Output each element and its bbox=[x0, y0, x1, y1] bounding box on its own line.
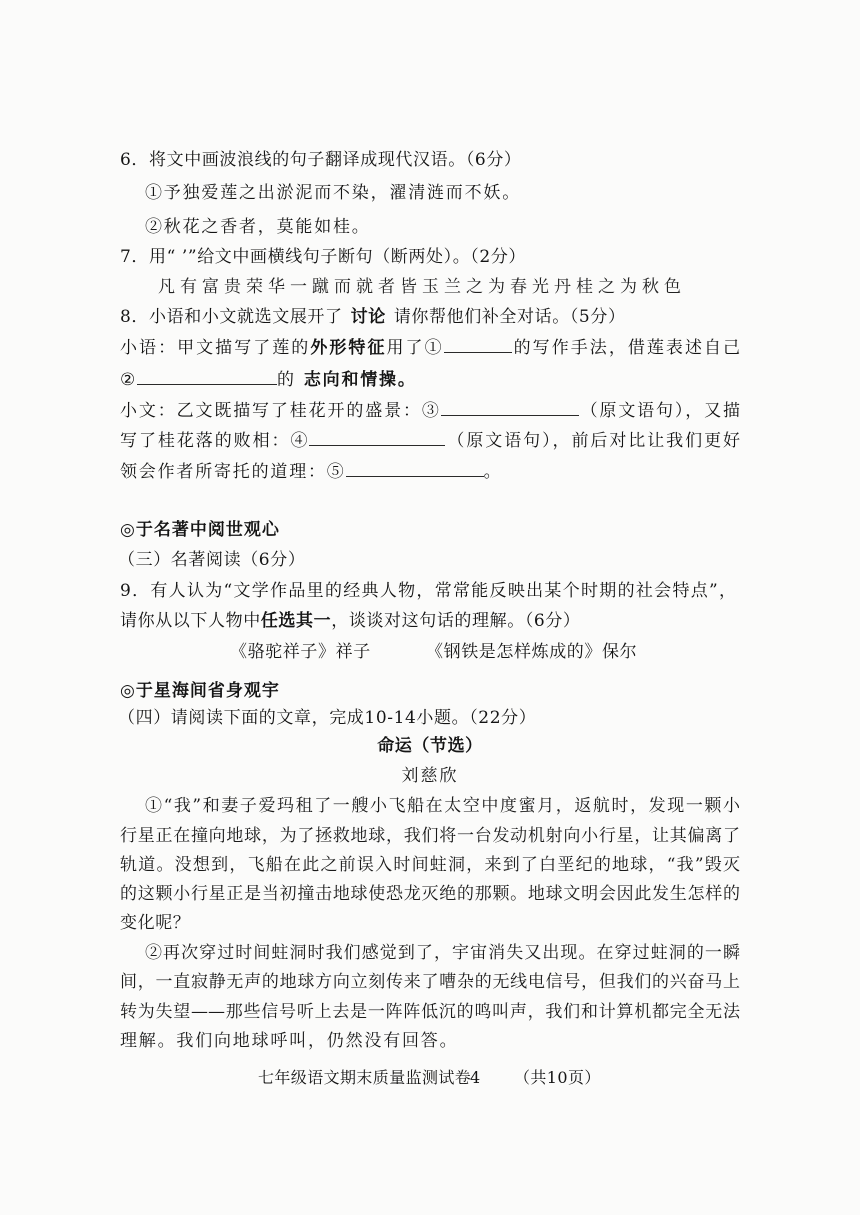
xiaoyu-text-3: 的写作手法，借莲表述自己 bbox=[511, 338, 740, 358]
question-9-line-2 bbox=[120, 610, 581, 632]
question-9-text-2: ，谈谈对这句话的理解。（6分） bbox=[331, 611, 581, 631]
paragraph-1-line-2: 行星正在撞向地球，为了拯救地球，我们将一台发动机射向小行星，让其偏离了 bbox=[120, 826, 740, 846]
dialogue-xiaoyu-line-2 bbox=[120, 369, 417, 391]
answer-blank-4 bbox=[309, 431, 445, 446]
question-9-text-1: 请你从以下人物中 bbox=[120, 611, 261, 631]
article-author: 刘慈欣 bbox=[401, 766, 459, 786]
answer-blank-3 bbox=[441, 401, 579, 416]
paragraph-1-line-5: 变化呢？ bbox=[120, 913, 191, 933]
dialogue-xiaowen-line-1 bbox=[120, 400, 740, 422]
question-9-line-1: 9．有人认为“文学作品里的经典人物，常常能反映出某个时期的社会特点”， bbox=[120, 581, 736, 601]
section-4-heading: ◎于星海间省身观宇 bbox=[120, 681, 280, 701]
xiaoyu-emphasis-1: 外形特征 bbox=[310, 338, 387, 358]
answer-blank-1 bbox=[444, 338, 512, 353]
footer-page-number: 4 bbox=[470, 1068, 481, 1087]
xiaowen-text-2: （原文语句），又描 bbox=[578, 401, 740, 421]
paragraph-2-line-4: 理解。我们向地球呼叫，仍然没有回答。 bbox=[120, 1031, 459, 1051]
section-3-subtitle: （三）名著阅读（6分） bbox=[118, 550, 306, 570]
question-6-item-1: ①予独爱莲之出淤泥而不染，濯清涟而不妖。 bbox=[145, 183, 521, 203]
paragraph-1-line-4: 的这颗小行星正是当初撞击地球使恐龙灭绝的那颗。地球文明会因此发生怎样的 bbox=[120, 884, 740, 904]
footer-title: 七年级语文期末质量监测试卷 bbox=[258, 1068, 472, 1087]
answer-blank-5 bbox=[346, 462, 484, 477]
xiaowen-text-3: 写了桂花落的败相：④ bbox=[120, 431, 310, 451]
paragraph-1-line-3: 轨道。没想到，飞船在此之前误入时间蛀洞，来到了白垩纪的地球，“我”毁灭 bbox=[120, 855, 740, 875]
xiaowen-text-5: 领会作者所寄托的道理：⑤ bbox=[120, 462, 346, 482]
dialogue-xiaowen-line-2 bbox=[120, 430, 740, 452]
xiaoyu-text-2: 用了① bbox=[386, 338, 444, 358]
question-6-item-2: ②秋花之香者，莫能如桂。 bbox=[145, 217, 371, 237]
xiaowen-text-4: （原文语句），前后对比让我们更好 bbox=[445, 431, 740, 451]
xiaowen-text-6: 。 bbox=[483, 462, 503, 482]
section-4-subtitle: （四）请阅读下面的文章，完成10-14小题。（22分） bbox=[118, 708, 537, 728]
question-6-stem: 6．将文中画波浪线的句子翻译成现代汉语。（6分） bbox=[120, 150, 522, 170]
xiaoyu-emphasis-2: 志向和情操。 bbox=[303, 370, 417, 390]
section-3-heading: ◎于名著中阅世观心 bbox=[120, 520, 280, 540]
question-8-emphasis: 讨论 bbox=[350, 307, 386, 327]
footer-total-pages: （共10页） bbox=[514, 1068, 601, 1087]
question-8-stem bbox=[120, 306, 626, 328]
question-7-sentence: 凡有富贵荣华一蹴而就者皆玉兰之为春光丹桂之为秋色 bbox=[158, 277, 686, 297]
question-8-stem-text: 8．小语和小文就选文展开了 bbox=[120, 307, 343, 327]
question-9-option-2: 《钢铁是怎样炼成的》保尔 bbox=[426, 642, 638, 662]
xiaoyu-text-1: 小语：甲文描写了莲的 bbox=[120, 338, 311, 358]
question-9-option-1: 《骆驼祥子》祥子 bbox=[230, 642, 371, 662]
dialogue-xiaowen-line-3 bbox=[120, 461, 502, 483]
paragraph-2-line-1: ②再次穿过时间蛀洞时我们感觉到了，宇宙消失又出现。在穿过蛀洞的一瞬 bbox=[145, 943, 740, 963]
question-9-emphasis: 任选其一 bbox=[260, 611, 332, 631]
paragraph-1-line-1: ①“我”和妻子爱玛租了一艘小飞船在太空中度蜜月，返航时，发现一颗小 bbox=[145, 796, 740, 816]
question-8-stem-text-2: 请你帮他们补全对话。（5分） bbox=[393, 307, 626, 327]
dialogue-xiaoyu-line-1 bbox=[120, 337, 740, 359]
xiaoyu-text-4: ② bbox=[120, 370, 138, 390]
paragraph-2-line-2: 间，一直寂静无声的地球方向立刻传来了嘈杂的无线电信号，但我们的兴奋马上 bbox=[120, 972, 740, 992]
article-title: 命运（节选） bbox=[377, 736, 483, 756]
question-7-stem: 7．用“ ’”给文中画横线句子断句（断两处）。（2分） bbox=[120, 247, 527, 267]
answer-blank-2 bbox=[137, 370, 277, 385]
xiaoyu-text-5: 的 bbox=[277, 370, 296, 390]
xiaowen-text-1: 小文：乙文既描写了桂花开的盛景：③ bbox=[120, 401, 441, 421]
paragraph-2-line-3: 转为失望——那些信号听上去是一阵阵低沉的鸣叫声，我们和计算机都完全无法 bbox=[120, 1002, 740, 1022]
